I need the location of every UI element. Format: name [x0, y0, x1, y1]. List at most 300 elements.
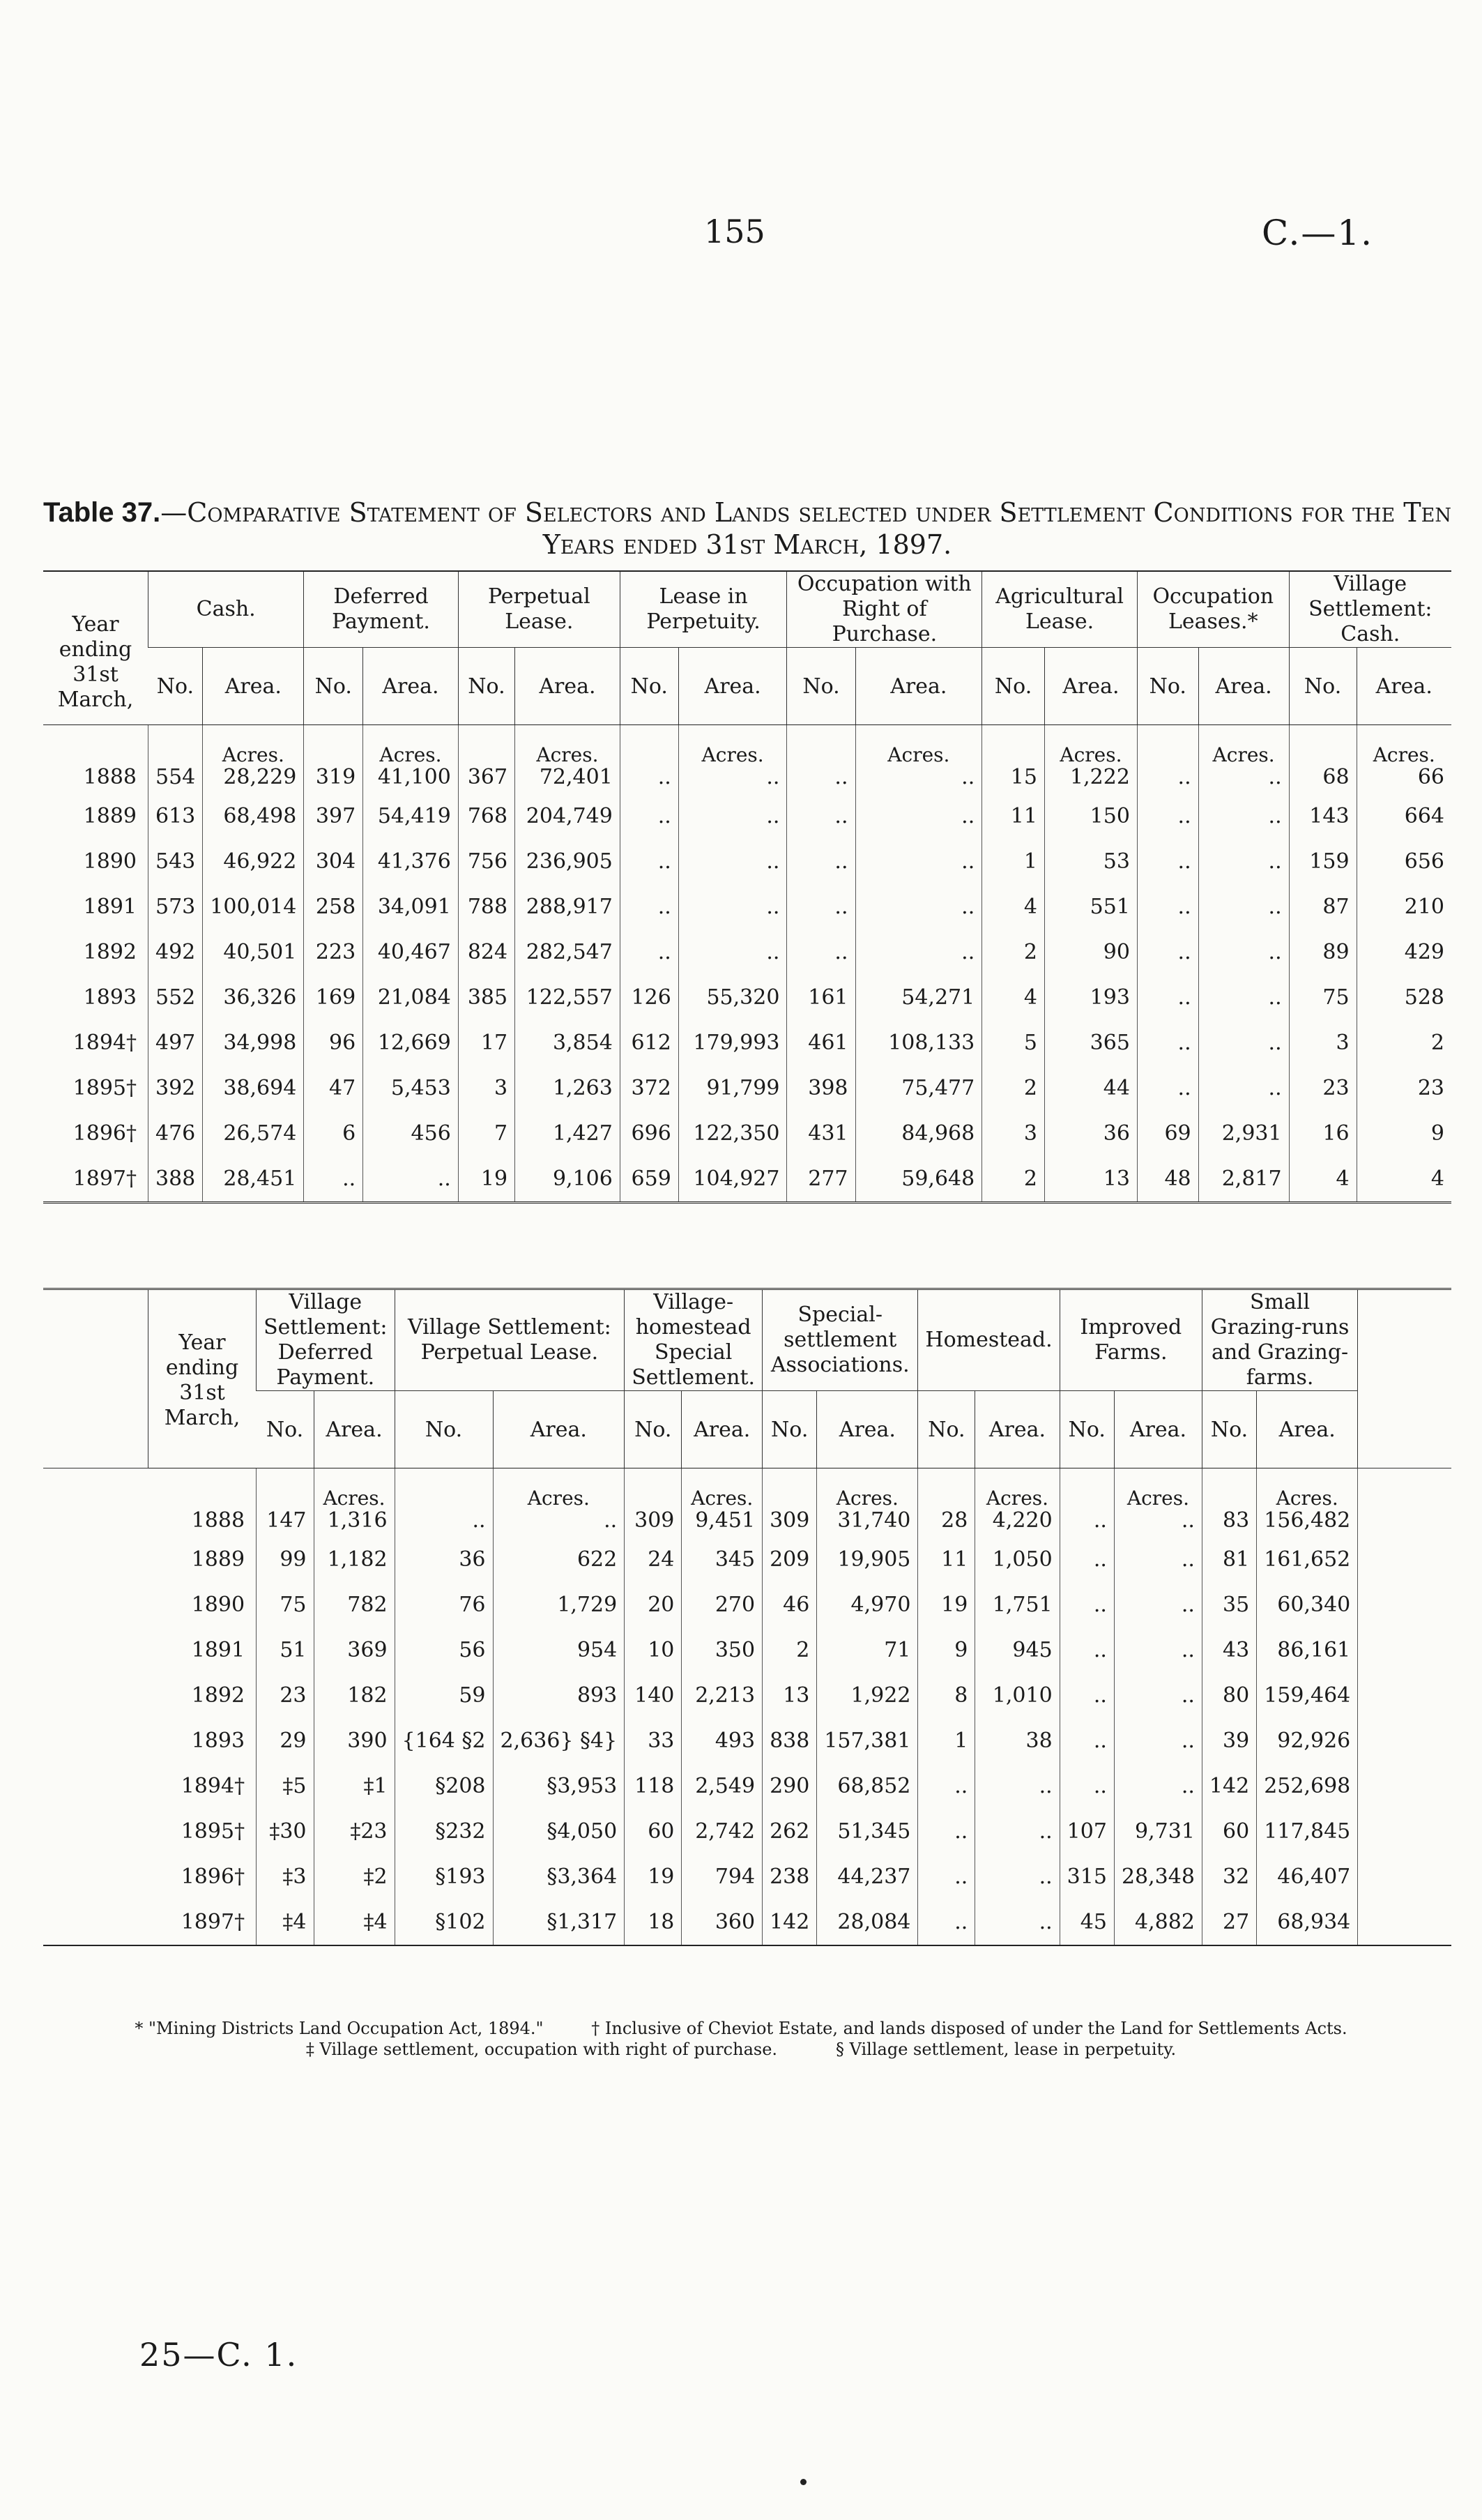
- number-cell: [304, 884, 363, 929]
- cell-value: 28,084: [837, 1910, 911, 1934]
- year-cell: [43, 1020, 148, 1065]
- number-cell: [148, 1111, 203, 1156]
- area-header: Area.: [1114, 1391, 1202, 1468]
- cell-value: 68,498: [223, 804, 297, 828]
- cell-value: 104,927: [693, 1167, 780, 1191]
- cell-value: 29: [280, 1729, 307, 1753]
- cell-value: 16: [1322, 1121, 1350, 1146]
- cell-value: ‡4: [282, 1910, 307, 1934]
- cell-value: 15: [1010, 765, 1037, 789]
- cell-value: 9,106: [552, 1167, 613, 1191]
- year-cell: [148, 1854, 256, 1899]
- table-row: [43, 1065, 1451, 1111]
- area-cell: [314, 1763, 395, 1809]
- acres-unit-label: Acres.: [1060, 743, 1122, 766]
- no-header: No.: [257, 1391, 314, 1468]
- cell-value: 11: [1010, 804, 1037, 828]
- cell-value: ..: [1177, 985, 1191, 1010]
- number-cell: [763, 1468, 817, 1538]
- area-cell: [1257, 1627, 1358, 1673]
- area-cell: [1357, 929, 1451, 975]
- number-cell: [763, 1809, 817, 1854]
- area-cell: [203, 929, 304, 975]
- group-header: Improved Farms.: [1060, 1289, 1202, 1391]
- cell-value: 1889: [83, 804, 137, 828]
- footnote-dagger: † Inclusive of Cheviot Estate, and lands disposed of under the Land for Settlements Acts.: [591, 2019, 1347, 2038]
- cell-value: ..: [1093, 1683, 1107, 1708]
- cell-value: ..: [954, 1819, 968, 1844]
- area-cell: [1114, 1468, 1202, 1538]
- area-cell: [682, 1809, 763, 1854]
- number-cell: [918, 1582, 975, 1627]
- cell-value: ..: [1093, 1729, 1107, 1753]
- cell-value: ..: [1268, 1076, 1282, 1100]
- number-cell: [1137, 1111, 1198, 1156]
- area-cell: [975, 1673, 1060, 1718]
- cell-value: 33: [648, 1729, 675, 1753]
- number-cell: [918, 1899, 975, 1945]
- cell-value: 768: [467, 804, 508, 828]
- number-cell: [1060, 1673, 1114, 1718]
- number-cell: [1060, 1537, 1114, 1582]
- no-header: No.: [620, 648, 678, 725]
- number-cell: [620, 1156, 678, 1203]
- cell-value: ..: [1177, 1031, 1191, 1055]
- area-cell: [678, 794, 787, 839]
- number-cell: [1202, 1763, 1256, 1809]
- cell-value: 9,451: [695, 1508, 756, 1533]
- cell-value: 3: [1336, 1031, 1350, 1055]
- cell-value: 81: [1223, 1547, 1250, 1572]
- cell-value: ‡4: [363, 1910, 388, 1934]
- cell-value: 1893: [83, 985, 137, 1010]
- cell-value: 66: [1417, 765, 1444, 789]
- cell-value: 4: [1336, 1167, 1350, 1191]
- cell-value: ..: [1181, 1774, 1195, 1798]
- cell-value: 34,091: [377, 895, 451, 919]
- cell-value: 12,669: [377, 1031, 451, 1055]
- number-cell: [787, 839, 855, 884]
- number-cell: [620, 929, 678, 975]
- number-cell: [1289, 1065, 1357, 1111]
- number-cell: [257, 1582, 314, 1627]
- cell-value: ..: [604, 1508, 618, 1533]
- area-header: Area.: [1198, 648, 1289, 725]
- cell-value: 1888: [191, 1508, 245, 1533]
- area-cell: [1198, 884, 1289, 929]
- number-cell: [625, 1763, 682, 1809]
- cell-value: 9: [954, 1638, 968, 1662]
- area-cell: [855, 929, 982, 975]
- area-cell: [975, 1582, 1060, 1627]
- cell-value: 3: [1023, 1121, 1037, 1146]
- cell-value: ..: [1093, 1774, 1107, 1798]
- area-cell: [682, 1899, 763, 1945]
- cell-value: 157,381: [824, 1729, 911, 1753]
- number-cell: [1060, 1899, 1114, 1945]
- year-cell: [148, 1582, 256, 1627]
- group-header: Occupation with Right of Purchase.: [787, 571, 982, 648]
- table-title: [43, 496, 1451, 561]
- cell-value: 392: [155, 1076, 196, 1100]
- cell-value: 75: [1322, 985, 1350, 1010]
- number-cell: [787, 1156, 855, 1203]
- cell-value: 41,100: [377, 765, 451, 789]
- number-cell: [1137, 1156, 1198, 1203]
- area-header: Area.: [515, 648, 620, 725]
- area-cell: [203, 1111, 304, 1156]
- area-cell: [1114, 1627, 1202, 1673]
- area-cell: [1044, 1020, 1137, 1065]
- number-cell: [257, 1763, 314, 1809]
- number-cell: [148, 929, 203, 975]
- number-cell: [257, 1809, 314, 1854]
- cell-value: ..: [834, 849, 848, 874]
- area-cell: [515, 884, 620, 929]
- number-cell: [787, 884, 855, 929]
- table-row: [43, 725, 1451, 794]
- cell-value: 117,845: [1264, 1819, 1351, 1844]
- year-cell: [148, 1763, 256, 1809]
- number-cell: [1202, 1718, 1256, 1763]
- cell-value: 118: [634, 1774, 675, 1798]
- year-cell: [148, 1899, 256, 1945]
- number-cell: [918, 1627, 975, 1673]
- number-cell: [763, 1582, 817, 1627]
- area-cell: [1114, 1899, 1202, 1945]
- number-cell: [395, 1718, 493, 1763]
- area-cell: [1257, 1468, 1358, 1538]
- cell-value: 270: [715, 1593, 756, 1617]
- number-cell: [1289, 725, 1357, 794]
- number-cell: [982, 839, 1045, 884]
- area-cell: [515, 1020, 620, 1065]
- cell-value: 60: [1223, 1819, 1250, 1844]
- acres-unit-label: Acres.: [1373, 743, 1435, 766]
- cell-value: 76: [459, 1593, 486, 1617]
- document-reference: C.—1.: [1262, 213, 1374, 253]
- cell-value: §4,050: [547, 1819, 618, 1844]
- cell-value: 38: [1025, 1729, 1053, 1753]
- acres-unit-label: Acres.: [379, 743, 442, 766]
- no-header: No.: [625, 1391, 682, 1468]
- cell-value: 75: [280, 1593, 307, 1617]
- number-cell: [763, 1673, 817, 1718]
- number-cell: [458, 794, 514, 839]
- area-cell: [1357, 1020, 1451, 1065]
- cell-value: 367: [467, 765, 508, 789]
- footnote-line-2: [0, 2040, 1482, 2059]
- cell-value: 309: [770, 1508, 810, 1533]
- cell-value: ..: [1181, 1547, 1195, 1572]
- cell-value: 429: [1404, 940, 1444, 964]
- area-cell: [1114, 1854, 1202, 1899]
- cell-value: 4,970: [850, 1593, 911, 1617]
- area-cell: [203, 975, 304, 1020]
- area-cell: [678, 1111, 787, 1156]
- number-cell: [304, 929, 363, 975]
- area-header: Area.: [682, 1391, 763, 1468]
- year-header: Year ending 31st March,: [148, 1289, 256, 1468]
- cell-value: 38,694: [223, 1076, 297, 1100]
- area-cell: [1357, 884, 1451, 929]
- area-cell: [314, 1627, 395, 1673]
- cell-value: 1: [954, 1729, 968, 1753]
- number-cell: [395, 1763, 493, 1809]
- cell-value: 41,376: [377, 849, 451, 874]
- table-row: [43, 1673, 1451, 1718]
- area-cell: [817, 1763, 918, 1809]
- cell-value: ..: [834, 804, 848, 828]
- cell-value: 252,698: [1264, 1774, 1351, 1798]
- table-row: [43, 1763, 1451, 1809]
- no-header: No.: [918, 1391, 975, 1468]
- no-header: No.: [1289, 648, 1357, 725]
- cell-value: 19: [480, 1167, 508, 1191]
- no-header: No.: [763, 1391, 817, 1468]
- group-header: Perpetual Lease.: [458, 571, 620, 648]
- cell-value: 60: [648, 1819, 675, 1844]
- number-cell: [148, 975, 203, 1020]
- cell-value: 92,926: [1277, 1729, 1351, 1753]
- cell-value: 18: [648, 1910, 675, 1934]
- cell-value: 476: [155, 1121, 196, 1146]
- cell-value: 223: [315, 940, 356, 964]
- number-cell: [982, 884, 1045, 929]
- cell-value: 551: [1090, 895, 1130, 919]
- number-cell: [982, 975, 1045, 1020]
- cell-value: §1,317: [547, 1910, 618, 1934]
- area-header: Area.: [1044, 648, 1137, 725]
- area-cell: [855, 975, 982, 1020]
- number-cell: [458, 1111, 514, 1156]
- cell-value: 143: [1309, 804, 1350, 828]
- area-cell: [855, 794, 982, 839]
- cell-value: 10: [648, 1638, 675, 1662]
- cell-value: ..: [834, 765, 848, 789]
- cell-value: ..: [1181, 1729, 1195, 1753]
- cell-value: 1889: [191, 1547, 245, 1572]
- no-header: No.: [787, 648, 855, 725]
- signature-mark: 25—C. 1.: [139, 2336, 298, 2374]
- cell-value: 28,451: [223, 1167, 297, 1191]
- cell-value: 150: [1090, 804, 1130, 828]
- acres-unit-label: Acres.: [222, 743, 284, 766]
- number-cell: [1289, 839, 1357, 884]
- cell-value: 345: [715, 1547, 756, 1572]
- acres-unit-label: Acres.: [691, 1487, 754, 1510]
- cell-value: 193: [1090, 985, 1130, 1010]
- area-cell: [1357, 725, 1451, 794]
- table-2: [43, 1288, 1451, 1946]
- area-cell: [314, 1809, 395, 1854]
- number-cell: [918, 1763, 975, 1809]
- number-cell: [625, 1582, 682, 1627]
- cell-value: 56: [459, 1638, 486, 1662]
- cell-value: ..: [766, 849, 780, 874]
- cell-value: 59: [459, 1683, 486, 1708]
- group-header: Special-settlement Associations.: [763, 1289, 918, 1391]
- cell-value: 1890: [83, 849, 137, 874]
- area-cell: [975, 1763, 1060, 1809]
- table-row: [43, 1582, 1451, 1627]
- cell-value: 1888: [83, 765, 137, 789]
- cell-value: 20: [648, 1593, 675, 1617]
- stray-mark: [800, 2479, 807, 2485]
- acres-unit-label: Acres.: [536, 743, 599, 766]
- number-cell: [395, 1468, 493, 1538]
- area-cell: [363, 725, 459, 794]
- cell-value: 142: [1209, 1774, 1250, 1798]
- number-cell: [620, 884, 678, 929]
- acres-unit-label: Acres.: [1276, 1487, 1338, 1510]
- number-cell: [1137, 794, 1198, 839]
- table-row: [43, 1537, 1451, 1582]
- cell-value: 461: [808, 1031, 848, 1055]
- table-1: [43, 570, 1451, 1204]
- number-cell: [1289, 1111, 1357, 1156]
- number-cell: [918, 1537, 975, 1582]
- cell-value: ..: [1268, 1031, 1282, 1055]
- cell-value: ..: [1177, 849, 1191, 874]
- no-header: No.: [458, 648, 514, 725]
- cell-value: 96: [329, 1031, 356, 1055]
- number-cell: [458, 1065, 514, 1111]
- area-cell: [314, 1673, 395, 1718]
- cell-value: 369: [347, 1638, 388, 1662]
- cell-value: 27: [1223, 1910, 1250, 1934]
- number-cell: [763, 1763, 817, 1809]
- cell-value: 35: [1223, 1593, 1250, 1617]
- group-header: Cash.: [148, 571, 304, 648]
- cell-value: ..: [1093, 1547, 1107, 1572]
- number-cell: [918, 1854, 975, 1899]
- cell-value: 26,574: [223, 1121, 297, 1146]
- group-header: Lease in Perpetuity.: [620, 571, 787, 648]
- number-cell: [625, 1627, 682, 1673]
- cell-value: 11: [941, 1547, 968, 1572]
- area-cell: [1044, 1111, 1137, 1156]
- cell-value: ..: [472, 1508, 486, 1533]
- number-cell: [458, 884, 514, 929]
- group-header: Occupation Leases.*: [1137, 571, 1289, 648]
- cell-value: 107: [1067, 1819, 1107, 1844]
- cell-value: ..: [1268, 849, 1282, 874]
- area-cell: [817, 1854, 918, 1899]
- number-cell: [257, 1854, 314, 1899]
- cell-value: 2,931: [1221, 1121, 1282, 1146]
- cell-value: 528: [1404, 985, 1444, 1010]
- area-header: Area.: [817, 1391, 918, 1468]
- cell-value: 36: [1103, 1121, 1130, 1146]
- number-cell: [982, 1020, 1045, 1065]
- cell-value: ‡1: [363, 1774, 388, 1798]
- cell-value: 90: [1103, 940, 1130, 964]
- area-cell: [975, 1809, 1060, 1854]
- cell-value: 2,742: [695, 1819, 756, 1844]
- area-cell: [515, 1111, 620, 1156]
- cell-value: 46,407: [1277, 1865, 1351, 1889]
- cell-value: 169: [315, 985, 356, 1010]
- area-cell: [363, 975, 459, 1020]
- table-row: [43, 884, 1451, 929]
- area-cell: [203, 1020, 304, 1065]
- footnote-line-1: [0, 2019, 1482, 2038]
- year-cell: [43, 1065, 148, 1111]
- year-cell: [43, 1111, 148, 1156]
- number-cell: [1060, 1809, 1114, 1854]
- number-cell: [918, 1673, 975, 1718]
- number-cell: [620, 975, 678, 1020]
- number-cell: [148, 884, 203, 929]
- cell-value: 622: [576, 1547, 618, 1572]
- cell-value: ..: [1039, 1774, 1053, 1798]
- number-cell: [763, 1537, 817, 1582]
- cell-value: 2: [1023, 940, 1037, 964]
- cell-value: 236,905: [526, 849, 613, 874]
- area-cell: [1044, 975, 1137, 1020]
- cell-value: 2: [1023, 1167, 1037, 1191]
- cell-value: ..: [954, 1910, 968, 1934]
- area-header: Area.: [855, 648, 982, 725]
- area-header: Area.: [493, 1391, 625, 1468]
- cell-value: §3,364: [547, 1865, 618, 1889]
- cell-value: 89: [1322, 940, 1350, 964]
- cell-value: 40,467: [377, 940, 451, 964]
- number-cell: [1060, 1582, 1114, 1627]
- area-cell: [314, 1537, 395, 1582]
- cell-value: 664: [1404, 804, 1444, 828]
- table-row: [43, 1809, 1451, 1854]
- cell-value: 31,740: [837, 1508, 911, 1533]
- cell-value: ..: [1039, 1910, 1053, 1934]
- cell-value: 893: [576, 1683, 618, 1708]
- cell-value: 1897†: [181, 1910, 245, 1934]
- number-cell: [1202, 1537, 1256, 1582]
- area-cell: [493, 1537, 625, 1582]
- cell-value: 388: [155, 1167, 196, 1191]
- acres-unit-label: Acres.: [527, 1487, 590, 1510]
- cell-value: 9: [1430, 1121, 1444, 1146]
- number-cell: [982, 725, 1045, 794]
- cell-value: 290: [770, 1774, 810, 1798]
- table-row: [43, 929, 1451, 975]
- cell-value: 87: [1322, 895, 1350, 919]
- cell-value: 1,010: [992, 1683, 1053, 1708]
- number-cell: [625, 1673, 682, 1718]
- area-cell: [678, 1020, 787, 1065]
- cell-value: 46,922: [223, 849, 297, 874]
- number-cell: [1060, 1627, 1114, 1673]
- cell-value: ..: [1177, 895, 1191, 919]
- cell-value: 554: [155, 765, 196, 789]
- cell-value: 47: [329, 1076, 356, 1100]
- cell-value: 5,453: [390, 1076, 451, 1100]
- number-cell: [625, 1718, 682, 1763]
- area-cell: [1257, 1718, 1358, 1763]
- number-cell: [395, 1854, 493, 1899]
- cell-value: 24: [648, 1547, 675, 1572]
- cell-value: 315: [1067, 1865, 1107, 1889]
- number-cell: [304, 794, 363, 839]
- number-cell: [1202, 1673, 1256, 1718]
- number-cell: [763, 1718, 817, 1763]
- footnote-section: § Village settlement, lease in perpetuity.: [835, 2040, 1177, 2059]
- cell-value: 2,213: [695, 1683, 756, 1708]
- footnote-double-dagger: ‡ Village settlement, occupation with right of purchase.: [305, 2040, 778, 2059]
- cell-value: §208: [435, 1774, 486, 1798]
- area-cell: [203, 794, 304, 839]
